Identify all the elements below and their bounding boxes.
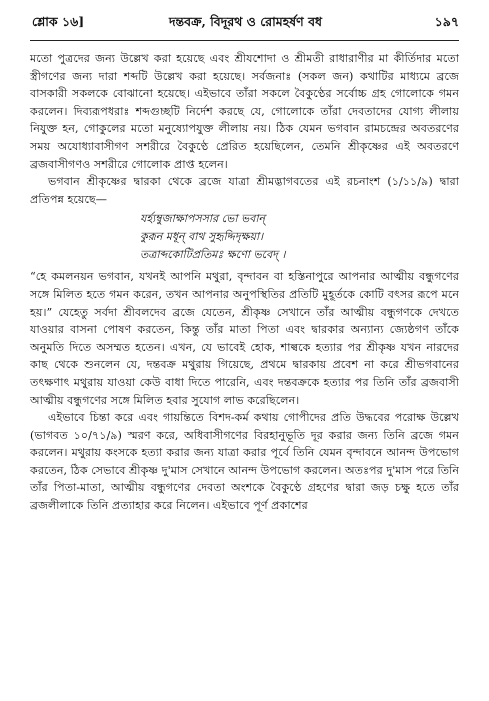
sanskrit-verse [30,210,459,264]
chapter-title: দন্তবক্র, বিদূরথ ও রোমহর্ষণ বধ [168,14,323,29]
paragraph: মতো পুত্রদের জন্য উল্লেখ করা হয়েছে এবং শ্রীযশোদা ও শ্রীমতী রাধারাণীর মা কীর্তিদার মতো স্ত্রীগণের জন্য দারা শব্দটি উল্লেখ করা হয়েছে। সর্বজনাঃ (সকল জন) কথাটির মাধ্যমে ব্রজে বাসকারী সকলকে বোঝানো হয়েছে। এইভাবে তাঁরা সকলে বৈকুণ্ঠের সর্বোচ্চ গ্রহ গোলোকে গমন করলেন। দিব্যরূপধরাঃ শব্দগুচ্ছটি নির্দেশ করছে যে, গোলোকে তাঁরা দেবতাদের যোগ্য লীলায় নিযুক্ত হন, গোকুলের মতো মনুষ্যোপযুক্ত লীলায় নয়। ঠিক যেমন ভগবান রামচন্দ্রের অবতরণের সময় অযোধ্যাবাসীগণ সশরীরে বৈকুণ্ঠে প্রেরিত হয়েছিলেন, তেমনি শ্রীকৃষ্ণের এই অবতরণে ব্রজবাসীগণও সশরীরে গোলোক প্রাপ্ত হলেন। [30,52,459,171]
verse-line: যর্হ্যম্বুজাক্ষাপসসার ভো ভবান্ [140,212,266,226]
page-number: ১৯৭ [434,14,459,29]
verse-line: কুরূন মধূন্ বাথ সুহৃদ্দিদৃক্ষয়া। [140,230,264,244]
page-body [30,50,459,515]
paragraph: এইভাবে চিন্তা করে এবং গায়ন্তিতে বিশদ-কর্ম কথায় গোপীদের প্রতি উদ্ধবের পরোক্ষ উল্লেখ (ভাগবত ১০/৭১/৯) স্মরণ করে, অধিবাসীগণের বিরহানুভূতি দূর করার জন্য তিনি ব্রজে গমন করলেন। মথুরায় কংসকে হত্যা করার জন্য যাত্রা করার পূর্বে তিনি যেমন বৃন্দাবনে আনন্দ উপভোগ করতেন, ঠিক সেভাবে শ্রীকৃষ্ণ দু'মাস সেখানে আনন্দ উপভোগ করলেন। অতঃপর দু'মাস পরে তিনি তাঁর পিতা-মাতা, আত্মীয় বন্ধুগণের দেবতা অংশকে বৈকুণ্ঠে গ্রহণের দ্বারা জড় চক্ষু হতে তাঁর ব্রজলীলাকে তিনি প্রত্যাহার করে নিলেন। এইভাবে পূর্ণ প্রকাশের [30,411,459,513]
header-rule [30,40,459,41]
verse-line: তত্রাব্দকোটিপ্রতিমঃ ক্ষণো ভবেদ্ । [140,248,286,262]
paragraph: “হে কমলনয়ন ভগবান, যখনই আপনি মথুরা, বৃন্দাবন বা হস্তিনাপুরে আপনার আত্মীয় বন্ধুগণের সঙ্গে মিলিত হতে গমন করেন, তখন আপনার অনুপস্থিতির প্রতিটি মুহূর্তকে কোটি বৎসর রূপে মনে হয়।” যেহেতু সর্বদা শ্রীবলদেব ব্রজে যেতেন, শ্রীকৃষ্ণ সেখানে তাঁর আত্মীয় বন্ধুগণকে দেখতে যাওয়ার বাসনা পোষণ করতেন, কিন্তু তাঁর মাতা পিতা এবং দ্বারকার অন্যান্য জ্যেষ্ঠগণ তাঁকে অনুমতি দিতে অসম্মত হতেন। এখন, যে ভাবেই হোক, শাল্বকে হত্যার পর শ্রীকৃষ্ণ যখন নারদের কাছ থেকে শুনলেন যে, দন্তবক্র মথুরায় গিয়েছে, প্রথমে দ্বারকায় প্রবেশ না করে শ্রীভগবানের তৎক্ষণাৎ মথুরায় যাওয়া কেউ বাধা দিতে পারেনি, এবং দন্তবক্রকে হত্যার পর তিনি তাঁর ব্রজবাসী আত্মীয় বন্ধুগণের সঙ্গে মিলিত হবার সুযোগ লাভ করেছিলেন। [30,270,459,407]
verse-reference: শ্লোক ১৬] [32,14,85,29]
paragraph: ভগবান শ্রীকৃষ্ণের দ্বারকা থেকে ব্রজে যাত্রা শ্রীমদ্ভাগবতের এই রচনাংশ (১/১১/৯) দ্বারা প্রতিপন্ন হয়েছে— [30,175,459,206]
page-header [32,10,459,36]
